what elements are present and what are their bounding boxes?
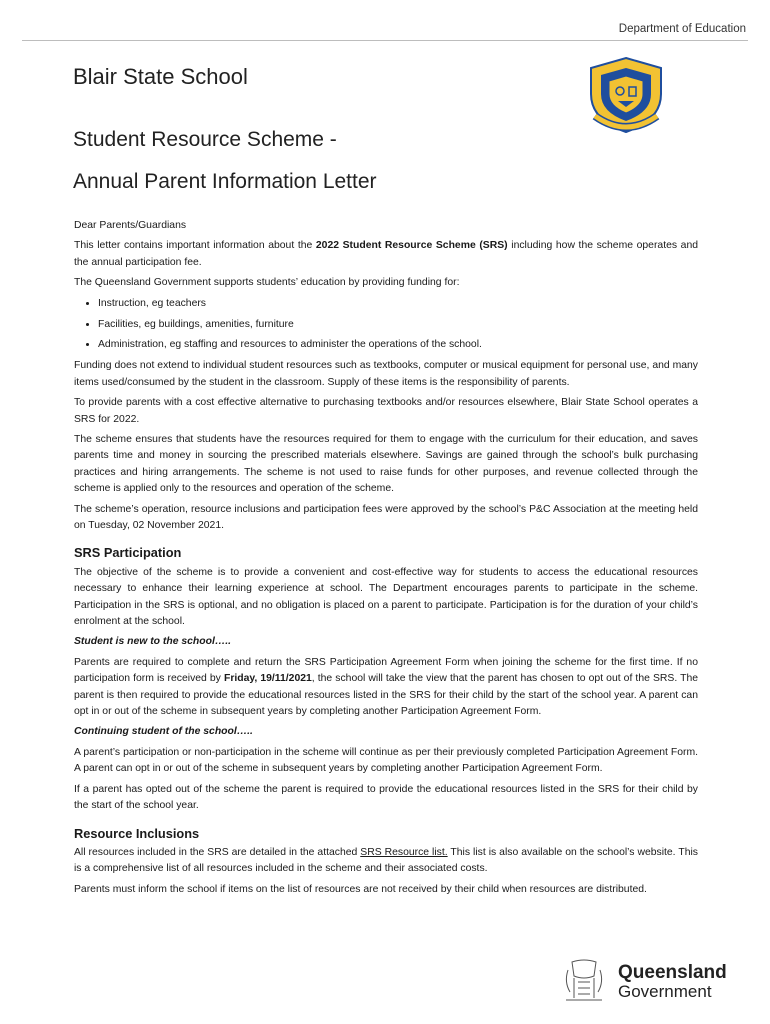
new-student-text-pre: Parents are required to complete and return the SRS Participation Agreement Form when joining the scheme for the first time. If no participation form is received by <box>74 656 698 685</box>
list-item: • Instruction, eg teachers <box>98 296 698 312</box>
continuing-student-paragraph: A parent’s participation or non-participation in the scheme will continue as per their previously completed Participation Agreement Form. A parent can opt in or out of the scheme in subsequent years by completing another Participation Agreement Form. <box>74 746 698 775</box>
list-item: • Facilities, eg buildings, amenities, furniture <box>98 317 698 333</box>
srs-resource-list-link[interactable]: SRS Resource list. <box>360 846 448 858</box>
list-item: • Administration, eg staffing and resources to administer the operations of the school. <box>98 337 698 353</box>
funding-list <box>74 296 698 354</box>
intro-paragraph <box>74 238 698 271</box>
intro-scheme-name: 2022 Student Resource Scheme (SRS) <box>315 240 508 252</box>
department-name: Department of Education <box>618 23 746 35</box>
new-student-text-post: , the school will take the view that the parent has chosen to opt out of the SRS. The parent is then required to provide the educational resources listed in the SRS for their child by the start of the school year. A parent can opt in or out of the scheme in subsequent years by completing another Participation Agreement Form. <box>74 673 698 718</box>
deadline-date: Friday, 19/11/2021 <box>223 673 312 685</box>
letter-body <box>74 218 698 902</box>
school-name: Blair State School <box>73 64 248 89</box>
participation-objective-paragraph: The objective of the scheme is to provide a convenient and cost-effective way for students to access the educational resources necessary to enhance their learning experience at school. The Department encourages parents to participate in the scheme. Participation in the SRS is optional, and no obligation is placed on a parent to participate. Participation is for the duration of your child’s enrolment at the school. <box>74 566 698 628</box>
intro-text-pre: This letter contains important information about the <box>74 240 316 252</box>
funding-paragraph: The Queensland Government supports students’ education by providing funding for: <box>74 277 460 289</box>
new-student-paragraph <box>74 655 698 721</box>
inclusions-paragraph <box>74 845 698 878</box>
scheme-benefits-paragraph: The scheme ensures that students have the resources required for them to engage with the curriculum for their education, and saves parents time and money in sourcing the prescribed materials elsewhere. Savings are gained through the school’s bulk purchasing practices and hiring arrangements. The scheme is not used to raise funds for other purposes, and revenue collected through the scheme is applied only to the resources and operation of the scheme. <box>74 433 698 495</box>
greeting: Dear Parents/Guardians <box>74 220 187 231</box>
qg-wordmark-line-2: Government <box>618 982 712 1001</box>
funding-limits-paragraph: Funding does not extend to individual student resources such as textbooks, computer or musical equipment for personal use, and many items used/consumed by the student in the classroom. Supply of these items is the responsibility of parents. <box>74 360 698 388</box>
missing-items-paragraph: Parents must inform the school if items on the list of resources are not received by their child when resources are distributed. <box>74 883 647 895</box>
new-student-subheading: Student is new to the school….. <box>74 636 232 648</box>
inclusions-heading: Resource Inclusions <box>74 825 200 841</box>
title-line-1: Student Resource Scheme - <box>73 128 337 151</box>
qg-wordmark-line-1: Queensland <box>618 962 727 983</box>
opt-out-paragraph: If a parent has opted out of the scheme the parent is required to provide the educational resources listed in the SRS for their child by the start of the school year. <box>74 783 698 812</box>
inclusions-text-pre: All resources included in the SRS are detailed in the attached <box>74 846 361 858</box>
intro-text-post: including how the scheme operates and the annual participation fee. <box>74 240 698 268</box>
srs-purpose-paragraph: To provide parents with a cost effective alternative to purchasing textbooks and/or resources elsewhere, Blair State School operates a SRS for 2022. <box>74 397 698 425</box>
page-header <box>0 0 770 42</box>
inclusions-text-post: This list is also available on the school’s website. This is a comprehensive list of all resources included in the scheme and their associated costs. <box>74 846 698 875</box>
school-crest-logo <box>585 54 667 136</box>
continuing-student-subheading: Continuing student of the school….. <box>74 726 253 738</box>
approval-paragraph: The scheme’s operation, resource inclusions and participation fees were approved by the school’s P&C Association at the meeting held on Tuesday, 02 November 2021. <box>74 503 698 531</box>
title-line-2: Annual Parent Information Letter <box>73 170 377 193</box>
header-rule <box>22 40 748 41</box>
participation-heading: SRS Participation <box>74 545 182 561</box>
